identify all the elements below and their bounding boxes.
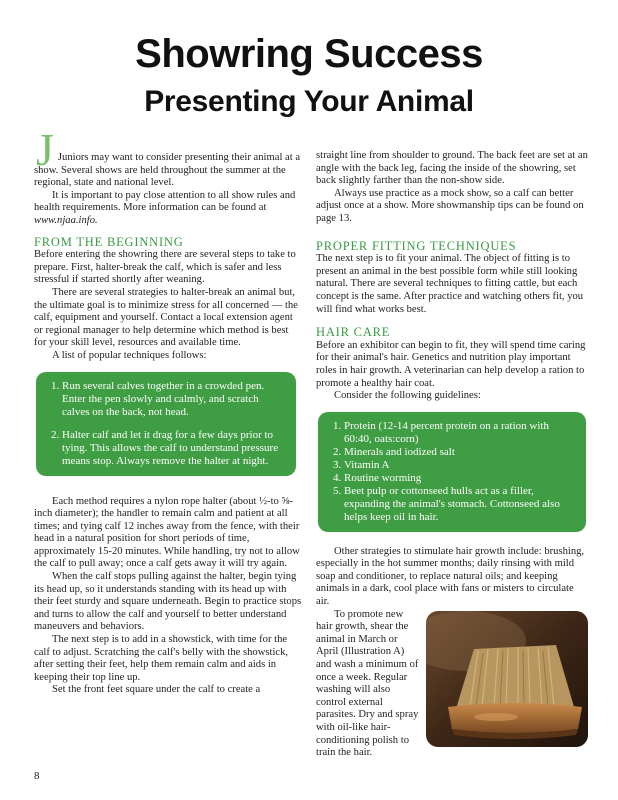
beginning-paragraph-2: There are several strategies to halter-break an animal but, the ultimate goal is to minimize stress for all concerned — the calf, equipment and yourself. Contact a local extension agent or regional manager to help determine which method is best for your skill level, resources and available time. — [34, 286, 298, 349]
section-heading-fitting: PROPER FITTING TECHNIQUES — [316, 238, 517, 253]
beginning-paragraph-4: Each method requires a nylon rope halter (about ½-to ⅝-inch diameter); the handler to remain calm and patient at all times; and tying calf 12 inches away from the fence, with their head in a natural position for short periods of time, approximately 15-20 minutes. While handling, try not to allow the calf to pull away; once a calf gets away it will try again. — [34, 495, 300, 570]
guideline-item: 2. Minerals and iodized salt — [344, 446, 576, 459]
hair-paragraph-4: To promote new hair growth, shear the animal in March or April (Illustration A) and wash a minimum of once a week. Regular washing will also control external parasites. Dry and spray with oil-like hair-conditioning polish to train the hair. — [316, 608, 419, 759]
continued-paragraph-1: straight line from shoulder to ground. The back feet are set at an angle with the back leg, facing the inside of the showring, set back slightly farther than the non-show side. — [316, 150, 588, 187]
beginning-paragraph-1: Before entering the showring there are several steps to take to prepare. First, halter-break the calf, which is safer and less stressful if started shortly after weaning. — [34, 249, 296, 286]
bristles — [456, 645, 574, 709]
technique-item: 2. Halter calf and let it drag for a few days prior to tying. This allows the calf to understand pressure means stop. Always remove the halter at night. — [62, 429, 286, 468]
right-column — [316, 150, 588, 760]
brush-base — [448, 703, 582, 739]
page-title: Showring Success — [135, 32, 483, 76]
guideline-item: 4. Routine worming — [344, 472, 576, 485]
technique-item: 1. Run several calves together in a crowded pen. Enter the pen slowly and calmly, and scratch calves on the back, not head. — [62, 380, 286, 419]
guidelines-box — [318, 412, 586, 532]
left-column — [34, 124, 302, 697]
page-subtitle: Presenting Your Animal — [144, 85, 474, 118]
beginning-paragraph-5: When the calf stops pulling against the halter, begin tying its head up, so it understands standing with its head up with their feet sturdy and square underneath. Begin to practice stops and turns to allow the calf and yourself to better understand maneuvers and behaviors. — [34, 571, 302, 633]
hair-paragraph-2: Consider the following guidelines: — [334, 390, 481, 402]
intro-paragraph-1: Juniors may want to consider presenting their animal at a show. Several shows are held throughout the summer at the regional, state and national level. — [34, 152, 301, 189]
beginning-paragraph-7: Set the front feet square under the calf to create a — [52, 684, 261, 696]
guideline-item: 1. Protein (12-14 percent protein on a ration with 60:40, oats:corn) — [344, 420, 576, 446]
hair-paragraph-1: Before an exhibitor can begin to fit, they will spend time caring for their animal's hair. Genetics and nutrition play important roles in hair growth. A veterinarian can help develop a ration to promote a healthy hair coat. — [316, 339, 586, 389]
beginning-paragraph-6: The next step is to add in a showstick, with time for the calf to adjust. Scratching the calf's belly with the showstick, after setting their feet, help them remain calm and aids in keeping their top line up. — [34, 634, 289, 683]
techniques-box — [36, 372, 296, 476]
intro-paragraph-2 — [34, 190, 302, 228]
brush-photo — [426, 611, 588, 747]
guideline-item: 5. Beet pulp or cottonseed hulls act as a filler, expanding the animal's stomach. Cottonseed also helps keep oil in hair. — [344, 485, 576, 524]
page-number: 8 — [34, 770, 40, 782]
section-heading-beginning: FROM THE BEGINNING — [34, 234, 184, 249]
website-link[interactable]: www.njaa.info. — [34, 214, 98, 226]
drop-cap: J — [36, 124, 54, 175]
intro-paragraph-2-text: It is important to pay close attention to all show rules and health requirements. More information can be found at — [34, 189, 296, 214]
hair-paragraph-3: Other strategies to stimulate hair growth include: brushing, especially in the hot summer months; daily rinsing with mild soap and conditioner, to replace natural oils; and keeping animals in a dark, cool place with fans or misters to circulate air. — [316, 545, 585, 608]
continued-paragraph-2: Always use practice as a mock show, so a calf can better adjust once at a show. More showmanship tips can be found on page 13. — [316, 187, 584, 224]
beginning-paragraph-3: A list of popular techniques follows: — [52, 349, 207, 361]
guideline-item: 3. Vitamin A — [344, 459, 576, 472]
fitting-paragraph: The next step is to fit your animal. The object of fitting is to present an animal in the best possible form while still looking natural. There are several techniques to fitting cattle, but each concept is the same. After practice and watching others fit, you will find what works best. — [316, 253, 584, 315]
brush-illustration — [426, 611, 588, 747]
section-heading-hair-care: HAIR CARE — [316, 325, 391, 340]
